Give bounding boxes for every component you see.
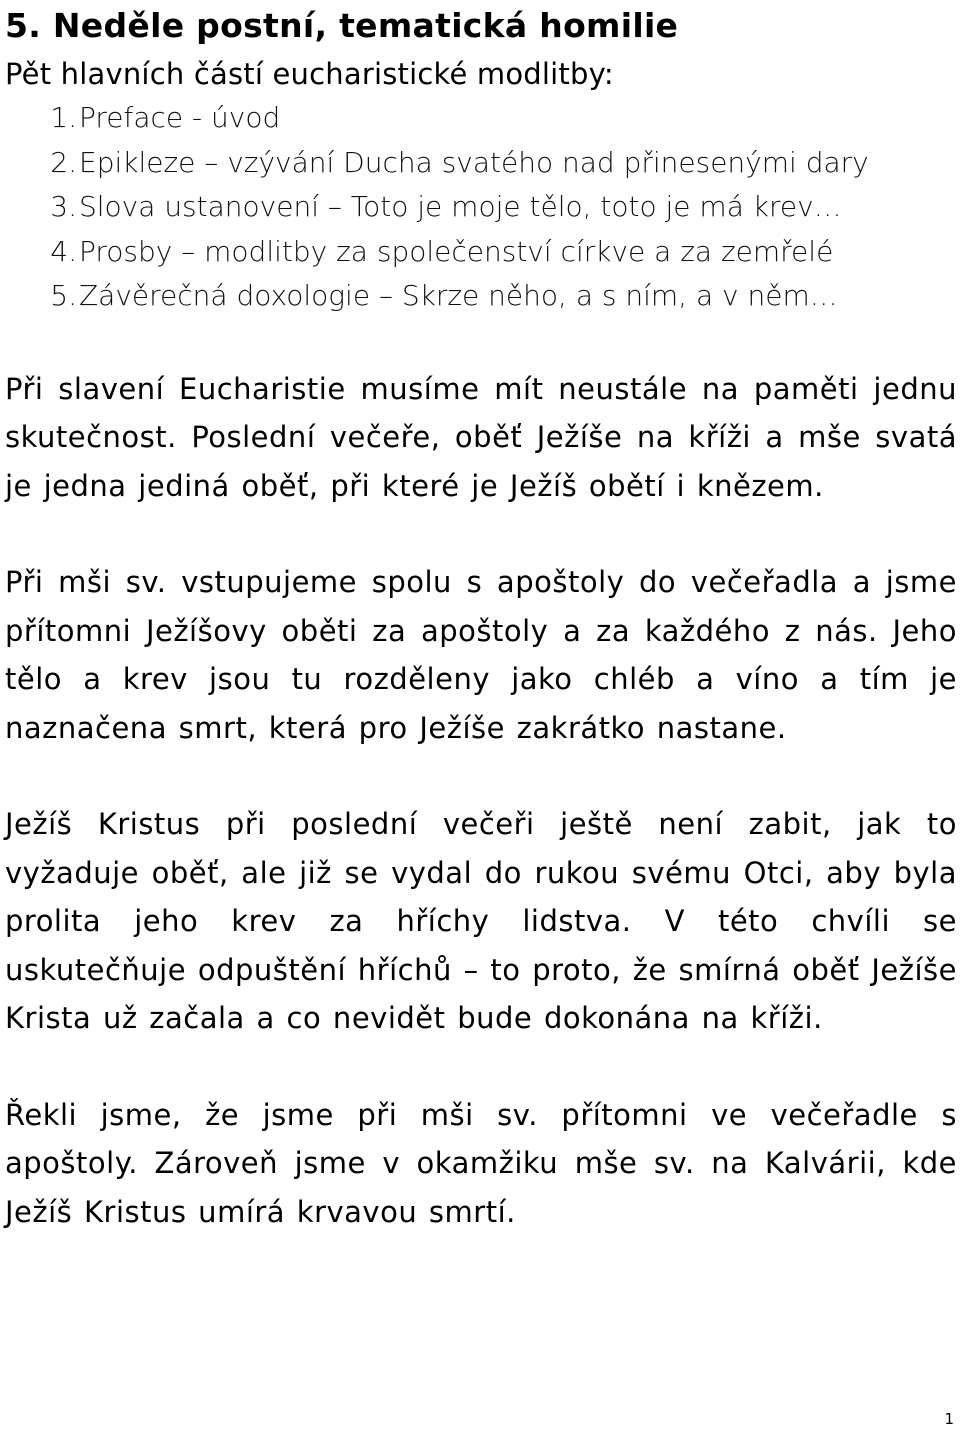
list-item: [5, 141, 957, 186]
list-item-text: Preface - úvod: [79, 101, 281, 134]
page-title: 5. Neděle postní, tematická homilie: [5, 6, 679, 45]
list-item: [5, 274, 957, 319]
intro-text: Pět hlavních částí eucharistické modlitby:: [5, 57, 614, 91]
list-item-number: 5.: [50, 279, 77, 312]
list-item: [5, 96, 957, 141]
list-item-text: Závěrečná doxologie – Skrze něho, a s ním, a v něm…: [79, 279, 838, 312]
document-page: [5, 0, 957, 1236]
paragraph: Při mši sv. vstupujeme spolu s apoštoly do večeřadla a jsme přítomni Ježíšovy oběti za apoštoly a za každého z nás. Jeho tělo a krev jsou tu rozděleny jako chléb a víno a tím je naznačena smrt, která pro Ježíše zakrátko nastane.: [5, 565, 957, 745]
list-item-number: 2.: [50, 145, 77, 179]
list-item-number: 3.: [50, 190, 77, 223]
list-item-text: Epikleze – vzývání Ducha svatého nad přinesenými dary: [79, 145, 869, 179]
page-number: 1: [944, 1410, 954, 1428]
list-item-number: 1.: [50, 101, 77, 134]
list-item-text: Prosby – modlitby za společenství církve a za zemřelé: [79, 234, 834, 268]
eucharistic-prayer-parts-list: [5, 96, 957, 319]
list-item: [5, 185, 957, 230]
list-item-text: Slova ustanovení – Toto je moje tělo, toto je má krev…: [79, 190, 842, 223]
paragraph: Řekli jsme, že jsme při mši sv. přítomni ve večeřadle s apoštoly. Zároveň jsme v okamžiku mše sv. na Kalvárii, kde Ježíš Kristus umírá krvavou smrtí.: [5, 1097, 957, 1229]
list-item-number: 4.: [50, 234, 77, 268]
list-item: [5, 230, 957, 275]
paragraph: Ježíš Kristus při poslední večeři ještě není zabit, jak to vyžaduje oběť, ale již se vydal do rukou svému Otci, aby byla prolita jeho krev za hříchy lidstva. V této chvíli se uskutečňuje odpuštění hříchů – to proto, že smírná oběť Ježíše Krista už začala a co nevidět bude dokonána na kříži.: [5, 807, 957, 1035]
paragraph: Při slavení Eucharistie musíme mít neustále na paměti jednu skutečnost. Poslední večeře, oběť Ježíše na kříži a mše svatá je jedna jediná oběť, při které je Ježíš obětí i knězem.: [5, 371, 957, 503]
